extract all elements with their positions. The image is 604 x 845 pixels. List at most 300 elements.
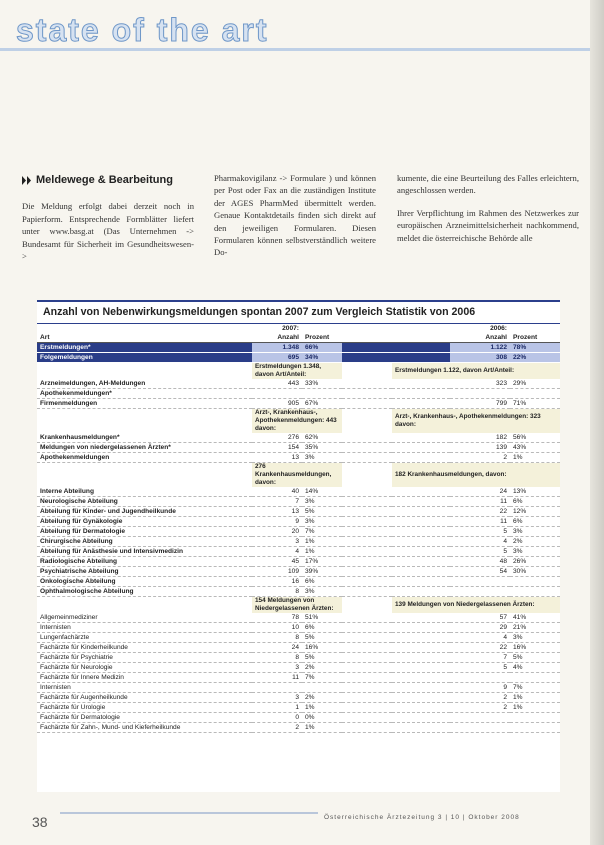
- row-label: Krankenhausmeldungen*: [37, 433, 252, 443]
- count-2007: 154: [252, 443, 302, 453]
- percent-2007: 6%: [302, 623, 342, 633]
- table-row: [37, 527, 560, 537]
- percent-2006: 1%: [510, 693, 560, 703]
- table-row: [37, 613, 560, 623]
- table-row: [37, 713, 560, 723]
- count-2007: 8: [252, 633, 302, 643]
- percent-2007: 2%: [302, 663, 342, 673]
- percent-2006: 13%: [510, 487, 560, 497]
- table-cell: [342, 613, 392, 623]
- count-2007: 443: [252, 379, 302, 389]
- table-cell: [342, 587, 392, 597]
- table-cell: [342, 507, 392, 517]
- percent-2006: [510, 673, 560, 683]
- table-cell: [342, 713, 392, 723]
- percent-2007: 7%: [302, 673, 342, 683]
- percent-2006: 26%: [510, 557, 560, 567]
- percent-2006: 30%: [510, 567, 560, 577]
- table-cell: [342, 433, 392, 443]
- table-row: [37, 643, 560, 653]
- count-2007: [252, 389, 302, 399]
- count-2006: 54: [450, 567, 510, 577]
- row-label: Neurologische Abteilung: [37, 497, 252, 507]
- year-header-row: [37, 324, 560, 333]
- percent-2007: 1%: [302, 547, 342, 557]
- subgroup-note-2006: Erstmeldungen 1.122, davon Art/Anteil:: [392, 363, 560, 380]
- subgroup-note-2006: 139 Meldungen von Niedergelassenen Ärzten:: [392, 597, 560, 614]
- count-2006: 2: [450, 453, 510, 463]
- table-cell: [392, 653, 450, 663]
- percent-2006: 16%: [510, 643, 560, 653]
- percent-2006: [510, 713, 560, 723]
- count-2006: 2: [450, 703, 510, 713]
- row-label: Abteilung für Gynäkologie: [37, 517, 252, 527]
- table-cell: [392, 537, 450, 547]
- table-title: Anzahl von Nebenwirkungsmeldungen spontan 2007 zum Vergleich Statistik von 2006: [37, 302, 560, 324]
- row-label: Fachärzte für Innere Medizin: [37, 673, 252, 683]
- table-cell: [342, 389, 392, 399]
- count-2007: 24: [252, 643, 302, 653]
- percent-2006: 71%: [510, 399, 560, 409]
- table-row: [37, 703, 560, 713]
- row-label: Chirurgische Abteilung: [37, 537, 252, 547]
- table-cell: [342, 597, 392, 614]
- row-label: Firmenmeldungen: [37, 399, 252, 409]
- count-2007: 8: [252, 653, 302, 663]
- count-2006: [450, 713, 510, 723]
- row-label: Allgemeinmediziner: [37, 613, 252, 623]
- table-cell: [342, 409, 392, 434]
- count-2006: [450, 587, 510, 597]
- row-label: Folgemeldungen: [37, 353, 252, 363]
- table-row: [37, 587, 560, 597]
- table-cell: [392, 557, 450, 567]
- text-column-3: [397, 172, 579, 250]
- table-cell: [37, 324, 252, 333]
- table-row: [37, 693, 560, 703]
- percent-2007: 34%: [302, 353, 342, 363]
- count-2006: [450, 723, 510, 733]
- subgroup-note-2007: 154 Meldungen von Niedergelassenen Ärzten:: [252, 597, 342, 614]
- percent-2007: 1%: [302, 703, 342, 713]
- percent-2006: 6%: [510, 517, 560, 527]
- table-cell: [392, 353, 450, 363]
- row-label: Lungenfachärzte: [37, 633, 252, 643]
- row-label: Arzneimeldungen, AH-Meldungen: [37, 379, 252, 389]
- table-cell: [342, 324, 392, 333]
- table-row: [37, 537, 560, 547]
- table-cell: [392, 487, 450, 497]
- table-row: [37, 673, 560, 683]
- percent-2007: 1%: [302, 723, 342, 733]
- table-row: [37, 497, 560, 507]
- count-2007: 10: [252, 623, 302, 633]
- table-cell: [392, 673, 450, 683]
- row-label: Erstmeldungen*: [37, 343, 252, 353]
- count-2006: 139: [450, 443, 510, 453]
- row-label: Fachärzte für Urologie: [37, 703, 252, 713]
- table-row: [37, 433, 560, 443]
- percent-2006: 2%: [510, 537, 560, 547]
- percent-2006: 43%: [510, 443, 560, 453]
- table-cell: [342, 399, 392, 409]
- row-label: Fachärzte für Kinderheilkunde: [37, 643, 252, 653]
- count-2007: 3: [252, 693, 302, 703]
- table-cell: [37, 409, 252, 434]
- table-cell: [392, 567, 450, 577]
- table-cell: [342, 723, 392, 733]
- table-cell: [342, 517, 392, 527]
- count-2007: 13: [252, 453, 302, 463]
- percent-2007: 35%: [302, 443, 342, 453]
- column-header: Prozent: [302, 333, 342, 343]
- percent-2007: 3%: [302, 587, 342, 597]
- percent-2007: 17%: [302, 557, 342, 567]
- table-cell: [342, 537, 392, 547]
- count-2007: 78: [252, 613, 302, 623]
- row-label: Internisten: [37, 683, 252, 693]
- percent-2006: 1%: [510, 453, 560, 463]
- percent-2007: [302, 683, 342, 693]
- count-2006: 1.122: [450, 343, 510, 353]
- paragraph: Ihrer Verpflichtung im Rahmen des Netzwerkes zur europäischen Arzneimittelsicherheit nachkommend, meldet die österreichische Behörde alle: [397, 207, 579, 243]
- table-cell: [392, 623, 450, 633]
- count-2007: 7: [252, 497, 302, 507]
- count-2007: 3: [252, 537, 302, 547]
- table-cell: [392, 587, 450, 597]
- table-cell: [342, 623, 392, 633]
- table-cell: [342, 557, 392, 567]
- count-2006: 9: [450, 683, 510, 693]
- row-label: Fachärzte für Neurologie: [37, 663, 252, 673]
- table-cell: [342, 577, 392, 587]
- table-cell: [302, 324, 342, 333]
- count-2007: 8: [252, 587, 302, 597]
- table-cell: [392, 633, 450, 643]
- percent-2006: 29%: [510, 379, 560, 389]
- table-cell: [510, 324, 560, 333]
- table-cell: [392, 723, 450, 733]
- footer-divider: [60, 812, 318, 814]
- subgroup-header-row: [37, 597, 560, 614]
- table-cell: [392, 527, 450, 537]
- percent-2006: [510, 723, 560, 733]
- table-row: [37, 343, 560, 353]
- table-cell: [342, 353, 392, 363]
- percent-2007: 6%: [302, 577, 342, 587]
- percent-2007: 5%: [302, 653, 342, 663]
- row-label: Abteilung für Kinder- und Jugendheilkunde: [37, 507, 252, 517]
- header-divider: [0, 48, 590, 51]
- table-cell: [342, 363, 392, 380]
- percent-2007: 3%: [302, 497, 342, 507]
- count-2007: 16: [252, 577, 302, 587]
- table-cell: [342, 453, 392, 463]
- row-label: Abteilung für Anästhesie und Intensivmedizin: [37, 547, 252, 557]
- count-2007: 11: [252, 673, 302, 683]
- percent-2007: 67%: [302, 399, 342, 409]
- year-2006-label: 2006:: [490, 325, 507, 332]
- count-2006: 182: [450, 433, 510, 443]
- subgroup-note-2006: 182 Krankenhausmeldungen, davon:: [392, 463, 560, 488]
- count-2006: 29: [450, 623, 510, 633]
- count-2007: 45: [252, 557, 302, 567]
- row-label: Fachärzte für Dermatologie: [37, 713, 252, 723]
- percent-2006: 4%: [510, 663, 560, 673]
- count-2006: 5: [450, 663, 510, 673]
- table-cell: [392, 703, 450, 713]
- row-label: Interne Abteilung: [37, 487, 252, 497]
- table-row: [37, 653, 560, 663]
- percent-2007: 5%: [302, 507, 342, 517]
- year-2007-label: 2007:: [282, 325, 299, 332]
- table-cell: [342, 547, 392, 557]
- subgroup-note-2007: Arzt-, Krankenhaus-, Apothekenmeldungen: 443 davon:: [252, 409, 342, 434]
- page-footer: [0, 804, 590, 834]
- table-cell: [392, 577, 450, 587]
- table-cell: [342, 703, 392, 713]
- table-row: [37, 577, 560, 587]
- table-cell: [392, 324, 450, 333]
- table-row: [37, 517, 560, 527]
- column-header: Anzahl: [450, 333, 510, 343]
- text-column-1: [22, 174, 194, 268]
- count-2006: [450, 577, 510, 587]
- count-2006: 7: [450, 653, 510, 663]
- table-row: [37, 443, 560, 453]
- double-arrow-icon: [22, 176, 32, 185]
- row-label: Fachärzte für Zahn-, Mund- und Kieferheilkunde: [37, 723, 252, 733]
- row-label: Ophthalmologische Abteilung: [37, 587, 252, 597]
- table-cell: [392, 343, 450, 353]
- text-column-2: [214, 172, 376, 265]
- count-2006: 11: [450, 497, 510, 507]
- count-2007: 276: [252, 433, 302, 443]
- table-row: [37, 547, 560, 557]
- table-cell: [342, 567, 392, 577]
- percent-2007: [302, 389, 342, 399]
- row-label: Psychiatrische Abteilung: [37, 567, 252, 577]
- table-cell: [392, 507, 450, 517]
- row-label: Radiologische Abteilung: [37, 557, 252, 567]
- row-label: Fachärzte für Augenheilkunde: [37, 693, 252, 703]
- table-cell: [392, 713, 450, 723]
- footer-text: Österreichische Ärztezeitung 3 | 10 | Oktober 2008: [324, 814, 520, 821]
- paragraph: kumente, die eine Beurteilung des Falles erleichtern, angeschlossen werden.: [397, 173, 579, 196]
- count-2007: [252, 683, 302, 693]
- table-row: [37, 507, 560, 517]
- table-row: [37, 389, 560, 399]
- table-row: [37, 399, 560, 409]
- percent-2006: 41%: [510, 613, 560, 623]
- table-cell: [342, 663, 392, 673]
- percent-2006: [510, 587, 560, 597]
- statistics-table-box: [37, 300, 560, 792]
- table-cell: [392, 399, 450, 409]
- table-cell: [392, 433, 450, 443]
- count-2006: 57: [450, 613, 510, 623]
- percent-2006: 3%: [510, 633, 560, 643]
- percent-2007: 1%: [302, 537, 342, 547]
- table-cell: [392, 613, 450, 623]
- count-2006: [450, 673, 510, 683]
- count-2006: 5: [450, 527, 510, 537]
- count-2007: 1: [252, 703, 302, 713]
- table-cell: [392, 693, 450, 703]
- count-2006: 48: [450, 557, 510, 567]
- percent-2007: 2%: [302, 693, 342, 703]
- count-2007: 2: [252, 723, 302, 733]
- table-cell: [342, 683, 392, 693]
- count-2007: 40: [252, 487, 302, 497]
- percent-2006: 21%: [510, 623, 560, 633]
- table-cell: [392, 389, 450, 399]
- section-heading: Meldewege & Bearbeitung: [22, 174, 194, 186]
- percent-2006: 3%: [510, 547, 560, 557]
- table-cell: [37, 597, 252, 614]
- count-2007: 109: [252, 567, 302, 577]
- table-cell: [392, 683, 450, 693]
- percent-2006: 5%: [510, 653, 560, 663]
- subgroup-note-2006: Arzt-, Krankenhaus-, Apothekenmeldungen: 323 davon:: [392, 409, 560, 434]
- table-cell: [37, 463, 252, 488]
- column-header: Art: [37, 333, 252, 343]
- table-cell: [342, 443, 392, 453]
- table-row: [37, 633, 560, 643]
- page-number: 38: [32, 814, 48, 830]
- percent-2007: 39%: [302, 567, 342, 577]
- percent-2007: 7%: [302, 527, 342, 537]
- percent-2007: 51%: [302, 613, 342, 623]
- row-label: Apothekenmeldungen*: [37, 389, 252, 399]
- count-2006: 4: [450, 537, 510, 547]
- table-cell: [392, 547, 450, 557]
- table-cell: [342, 463, 392, 488]
- paragraph: Pharmakovigilanz -> Formulare ) und können per Post oder Fax an die zuständigen Institute der AGES PharmMed übermittelt werden. Genaue Kontaktdetails finden sich direkt auf den jeweiligen Formularen. Diesen Formularen können selbstverständlich weitere Do-: [214, 173, 376, 258]
- percent-2006: 1%: [510, 703, 560, 713]
- count-2007: 1.348: [252, 343, 302, 353]
- table-cell: [342, 673, 392, 683]
- row-label: Internisten: [37, 623, 252, 633]
- table-cell: [342, 527, 392, 537]
- percent-2007: 66%: [302, 343, 342, 353]
- percent-2007: 3%: [302, 517, 342, 527]
- percent-2006: 3%: [510, 527, 560, 537]
- percent-2007: 33%: [302, 379, 342, 389]
- percent-2006: [510, 577, 560, 587]
- subgroup-header-row: [37, 363, 560, 380]
- count-2006: 5: [450, 547, 510, 557]
- column-header-row: [37, 333, 560, 343]
- table-cell: [342, 653, 392, 663]
- percent-2006: [510, 389, 560, 399]
- count-2007: 0: [252, 713, 302, 723]
- subgroup-note-2007: Erstmeldungen 1.348, davon Art/Anteil:: [252, 363, 342, 380]
- count-2006: 22: [450, 507, 510, 517]
- count-2006: 24: [450, 487, 510, 497]
- count-2006: 2: [450, 693, 510, 703]
- percent-2007: 16%: [302, 643, 342, 653]
- percent-2006: 78%: [510, 343, 560, 353]
- row-label: Meldungen von niedergelassenen Ärzten*: [37, 443, 252, 453]
- percent-2006: 12%: [510, 507, 560, 517]
- count-2007: 13: [252, 507, 302, 517]
- table-row: [37, 353, 560, 363]
- table-row: [37, 487, 560, 497]
- percent-2007: 3%: [302, 453, 342, 463]
- row-label: Fachärzte für Psychiatrie: [37, 653, 252, 663]
- table-row: [37, 623, 560, 633]
- count-2007: 695: [252, 353, 302, 363]
- table-row: [37, 683, 560, 693]
- table-cell: [342, 333, 392, 343]
- statistics-table: [37, 324, 560, 733]
- table-row: [37, 557, 560, 567]
- count-2006: 11: [450, 517, 510, 527]
- percent-2006: 56%: [510, 433, 560, 443]
- percent-2006: 7%: [510, 683, 560, 693]
- table-cell: [37, 363, 252, 380]
- table-cell: [392, 333, 450, 343]
- percent-2007: 62%: [302, 433, 342, 443]
- percent-2007: 5%: [302, 633, 342, 643]
- count-2006: 799: [450, 399, 510, 409]
- table-cell: [342, 497, 392, 507]
- count-2007: 4: [252, 547, 302, 557]
- table-row: [37, 379, 560, 389]
- table-cell: [342, 487, 392, 497]
- count-2007: 9: [252, 517, 302, 527]
- percent-2007: 14%: [302, 487, 342, 497]
- table-cell: [392, 443, 450, 453]
- count-2006: 22: [450, 643, 510, 653]
- column-header: Prozent: [510, 333, 560, 343]
- percent-2006: 22%: [510, 353, 560, 363]
- count-2007: 20: [252, 527, 302, 537]
- subgroup-header-row: [37, 463, 560, 488]
- row-label: Apothekenmeldungen: [37, 453, 252, 463]
- table-cell: [392, 517, 450, 527]
- subgroup-header-row: [37, 409, 560, 434]
- paragraph: Die Meldung erfolgt dabei derzeit noch in Papierform. Entsprechende Formblätter liefert unter www.basg.at (Das Unternehmen -> Bundesamt für Sicherheit im Gesundheitswesen->: [22, 201, 194, 262]
- table-cell: [342, 643, 392, 653]
- table-cell: [392, 379, 450, 389]
- percent-2007: 0%: [302, 713, 342, 723]
- column-header: Anzahl: [252, 333, 302, 343]
- count-2006: [450, 389, 510, 399]
- table-cell: [342, 633, 392, 643]
- table-cell: [392, 643, 450, 653]
- count-2006: 323: [450, 379, 510, 389]
- count-2007: 3: [252, 663, 302, 673]
- table-row: [37, 663, 560, 673]
- subgroup-note-2007: 276 Krankenhausmeldungen, davon:: [252, 463, 342, 488]
- page-header-title: state of the art: [16, 12, 269, 48]
- table-cell: [392, 453, 450, 463]
- row-label: Abteilung für Dermatologie: [37, 527, 252, 537]
- table-cell: [342, 379, 392, 389]
- table-cell: [392, 497, 450, 507]
- page-edge: [590, 0, 604, 845]
- table-cell: [342, 343, 392, 353]
- count-2006: 308: [450, 353, 510, 363]
- count-2006: 4: [450, 633, 510, 643]
- table-row: [37, 567, 560, 577]
- table-cell: [342, 693, 392, 703]
- table-cell: [392, 663, 450, 673]
- table-row: [37, 453, 560, 463]
- table-row: [37, 723, 560, 733]
